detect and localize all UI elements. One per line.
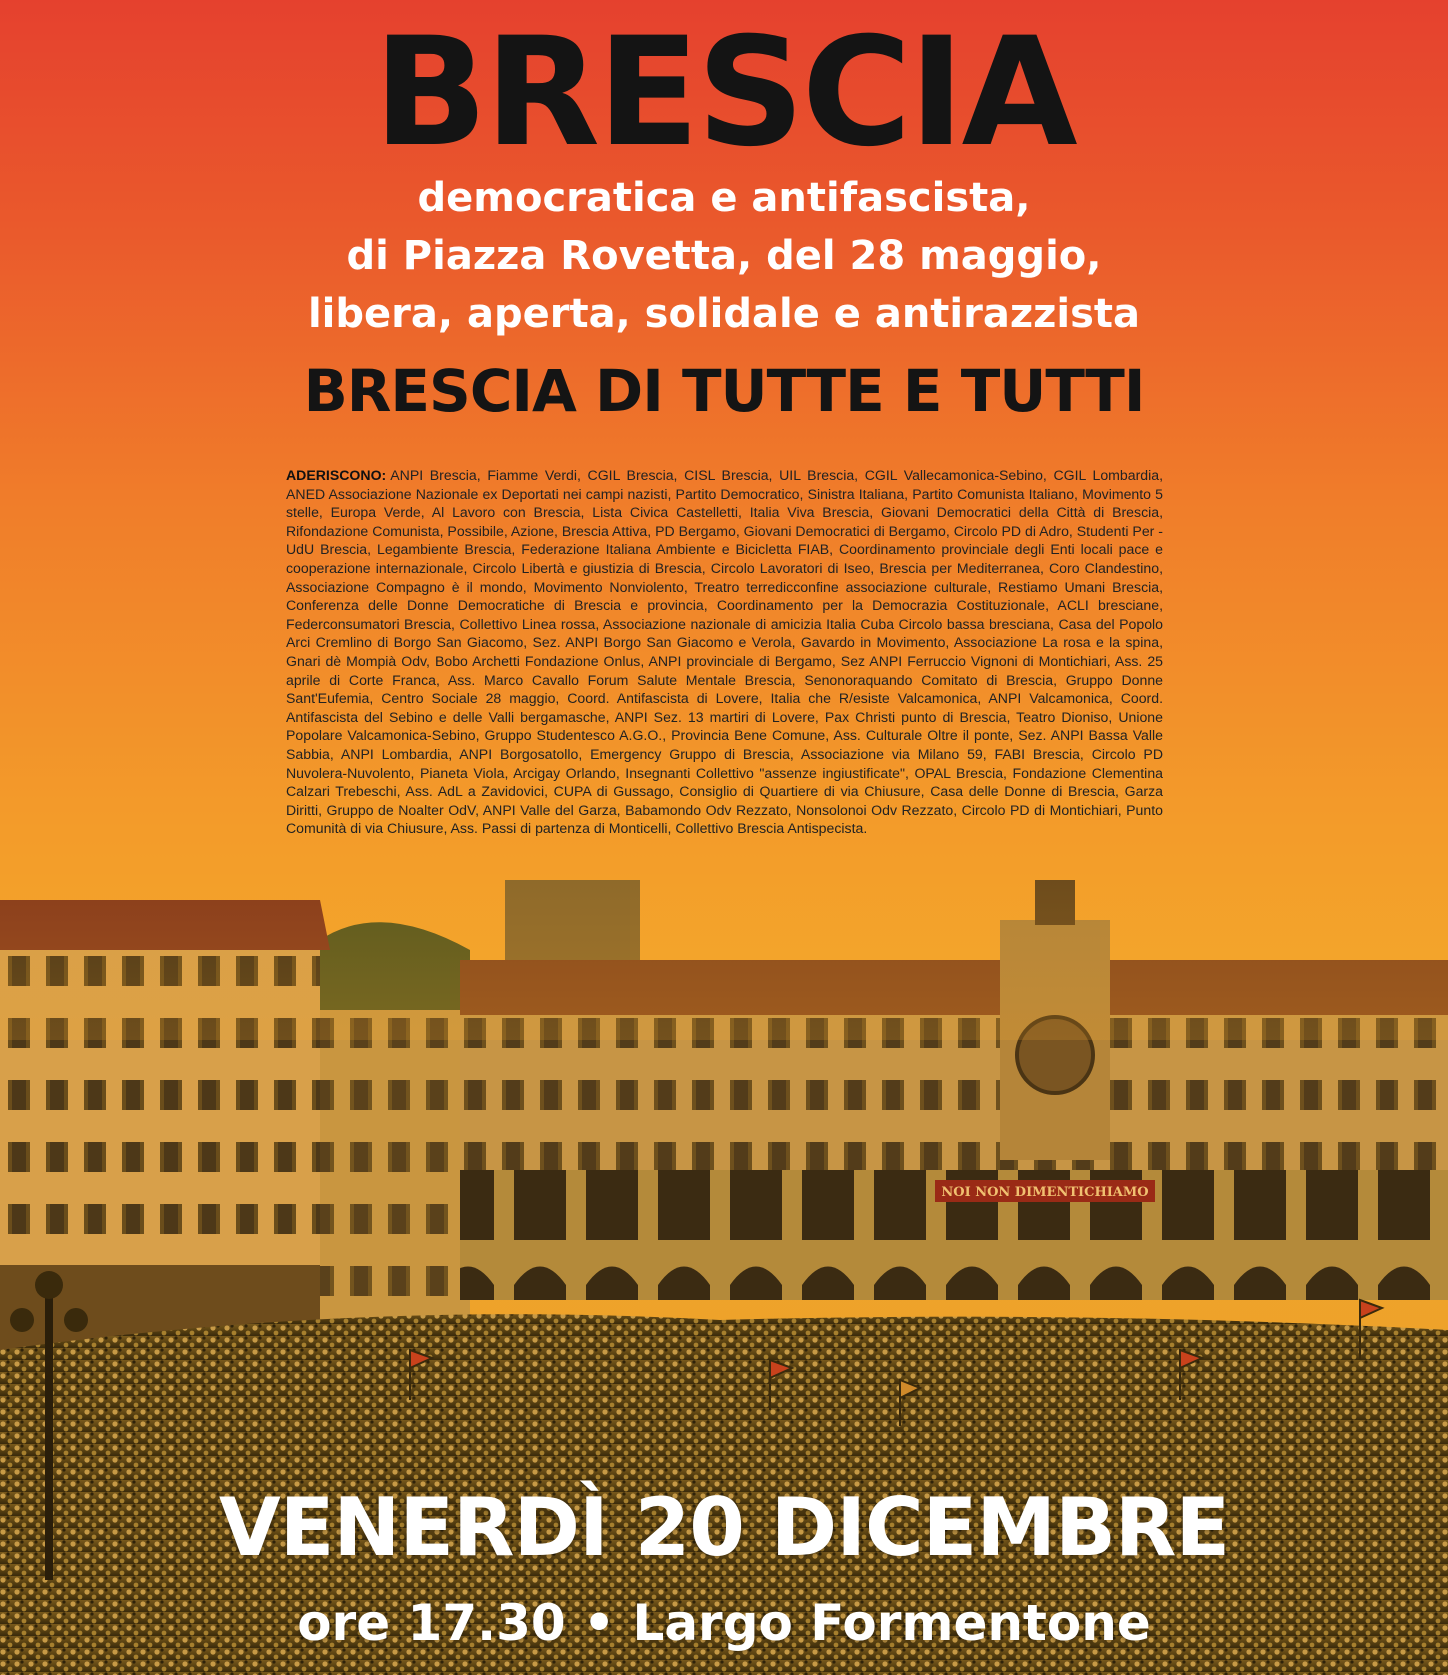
event-date: VENERDÌ 20 DICEMBRE [218, 1481, 1230, 1574]
subtitle-line-3: libera, aperta, solidale e antirazzista [307, 291, 1141, 337]
poster-title: BRESCIA [373, 6, 1075, 180]
tagline: BRESCIA DI TUTTE E TUTTI [303, 357, 1145, 425]
banner-text: NOI NON DIMENTICHIAMO [941, 1185, 1149, 1200]
event-time-place: ore 17.30 • Largo Formentone [297, 1594, 1151, 1652]
adherents-label: ADERISCONO: [286, 467, 387, 483]
adherents-block [286, 466, 1163, 838]
subtitle-line-1: democratica e antifascista, [417, 175, 1031, 221]
subtitle-line-2: di Piazza Rovetta, del 28 maggio, [346, 233, 1102, 279]
adherents-list: ANPI Brescia, Fiamme Verdi, CGIL Brescia, CISL Brescia, UIL Brescia, CGIL Vallecamonica-Sebino, CGIL Lombardia, ANED Associazione Nazionale ex Deportati nei campi nazisti, Partito Democratico, Sinistra Italiana, Partito Comunista Italiano, Movimento 5 stelle, Europa Verde, Al Lavoro con Brescia, Lista Civica Castelletti, Italia Viva Brescia, Giovani Democratici della Città di Brescia, Rifondazione Comunista, Possibile, Azione, Brescia Attiva, PD Bergamo, Giovani Democratici di Bergamo, Circolo PD di Adro, Studenti Per - UdU Brescia, Legambiente Brescia, Federazione Italiana Ambiente e Bicicletta FIAB, Coordinamento provinciale degli Enti locali pace e cooperazione internazionale, Circolo Libertà e giustizia di Brescia, Circolo Lavoratori di Iseo, Brescia per Mediterranea, Coro Clandestino, Associazione Compagno è il mondo, Movimento Nonviolento, Treatro terredicconfine associazione culturale, Restiamo Umani Brescia, Conferenza delle Donne Democratiche di Brescia e provincia, Coordinamento per la Democrazia Costituzionale, ACLI bresciane, Federconsumatori Brescia, Collettivo Linea rossa, Associazione nazionale di amicizia Italia Cuba Circolo bassa bresciana, Casa del Popolo Arci Cremlino di Borgo San Giacomo, Sez. ANPI Borgo San Giacomo e Verola, Gavardo in Movimento, Associazione La rosa e la spina, Gnari dè Mompià Odv, Bobo Archetti Fondazione Onlus, ANPI provinciale di Bergamo, Sez ANPI Ferruccio Vignoni di Montichiari, Ass. 25 aprile di Corte Franca, Ass. Marco Cavallo Forum Salute Mentale Brescia, Senonoraquando Comitato di Brescia, Gruppo Donne Sant'Eufemia, Centro Sociale 28 maggio, Coord. Antifascista di Lovere, Italia che R/esiste Valcamonica, ANPI Valcamonica, Coord. Antifascista del Sebino e delle Valli bergamasche, ANPI Sez. 13 martiri di Lovere, Pax Christi punto di Brescia, Teatro Dioniso, Unione Popolare Valcamonica-Sebino, Gruppo Studentesco A.G.O., Provincia Bene Comune, Ass. Culturale Oltre il ponte, Sez. ANPI Bassa Valle Sabbia, ANPI Lombardia, ANPI Borgosatollo, Emergency Gruppo di Brescia, Associazione via Milano 59, FABI Brescia, Circolo PD Nuvolera-Nuvolento, Pianeta Viola, Arcigay Orlando, Insegnanti Collettivo "assenze ingiustificate", OPAL Brescia, Fondazione Clementina Calzari Trebeschi, Ass. AdL a Zavidovici, CUPA di Gussago, Consiglio di Quartiere di via Chiusure, Casa delle Donne di Brescia, Garza Diritti, Gruppo de Noalter OdV, ANPI Valle del Garza, Babamondo Odv Rezzato, Nonsolonoi Odv Rezzato, Circolo PD di Montichiari, Punto Comunità di via Chiusure, Ass. Passi di partenza di Monticelli, Collettivo Brescia Antispecista. [286, 467, 1163, 837]
